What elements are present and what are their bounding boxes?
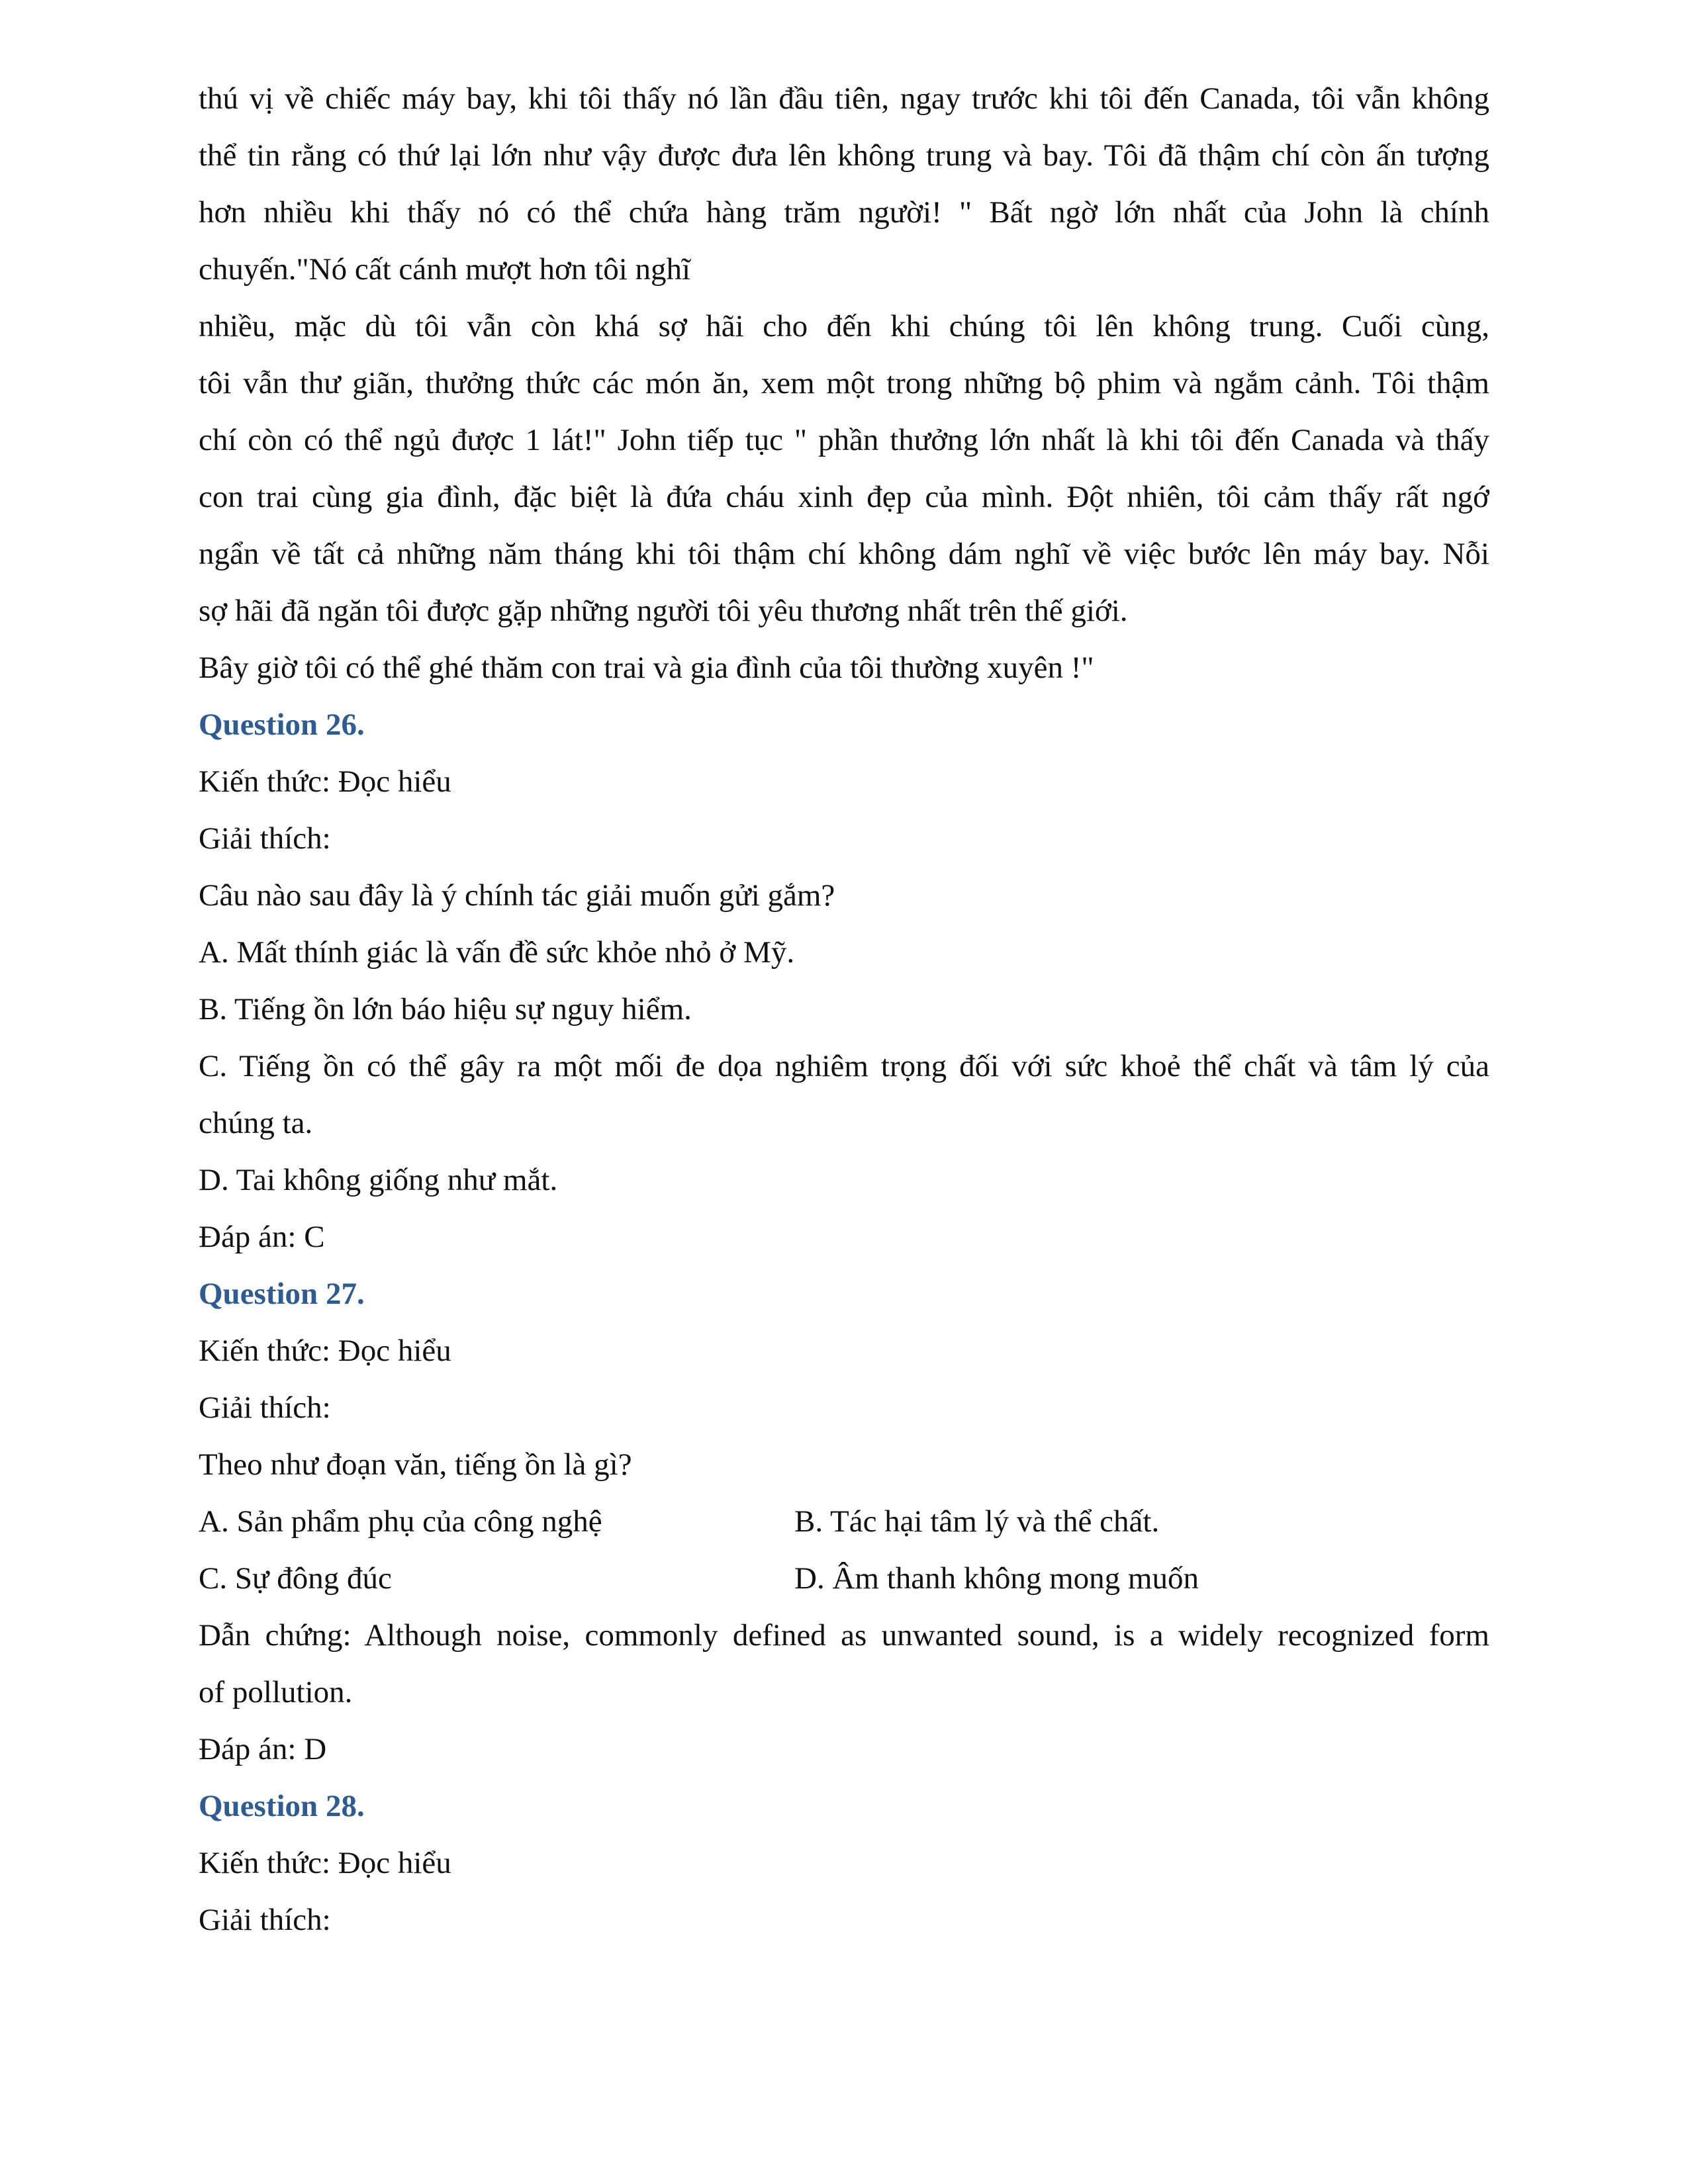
question-28-explain-label: Giải thích: xyxy=(199,1903,331,1937)
question-27-option-b: B. Tác hại tâm lý và thể chất. xyxy=(794,1504,1160,1539)
passage-line: nhiều, mặc dù tôi vẫn còn khá sợ hãi cho đến khi chúng tôi lên không trung. Cuối cùng, xyxy=(199,309,1489,343)
passage-line: chí còn có thể ngủ được 1 lát!" John tiếp tục " phần thưởng lớn nhất là khi tôi đến Canada và thấy xyxy=(199,423,1489,457)
question-26-option-b: B. Tiếng ồn lớn báo hiệu sự nguy hiểm. xyxy=(199,992,692,1026)
question-27-evidence-cont: of pollution. xyxy=(199,1675,353,1709)
question-26-heading: Question 26. xyxy=(199,707,365,742)
question-27-option-a: A. Sản phẩm phụ của công nghệ xyxy=(199,1504,602,1539)
question-28-heading: Question 28. xyxy=(199,1789,365,1823)
question-26-answer: Đáp án: C xyxy=(199,1220,325,1254)
question-27-knowledge: Kiến thức: Đọc hiểu xyxy=(199,1334,451,1368)
passage-line: Bây giờ tôi có thể ghé thăm con trai và gia đình của tôi thường xuyên !" xyxy=(199,651,1094,685)
question-26-option-c-cont: chúng ta. xyxy=(199,1106,313,1140)
question-26-option-d: D. Tai không giống như mắt. xyxy=(199,1163,558,1197)
question-27-answer: Đáp án: D xyxy=(199,1732,327,1766)
question-27-options-row-2 xyxy=(199,1550,1489,1607)
passage-line: thú vị về chiếc máy bay, khi tôi thấy nó lần đầu tiên, ngay trước khi tôi đến Canada, tôi vẫn không xyxy=(199,81,1489,116)
passage-line: ngẩn về tất cả những năm tháng khi tôi thậm chí không dám nghĩ về việc bước lên máy bay. Nỗi xyxy=(199,537,1489,571)
question-26-explain-label: Giải thích: xyxy=(199,821,331,856)
passage-line: sợ hãi đã ngăn tôi được gặp những người tôi yêu thương nhất trên thế giới. xyxy=(199,594,1128,628)
question-27-explain-label: Giải thích: xyxy=(199,1390,331,1425)
passage-line: chuyến."Nó cất cánh mượt hơn tôi nghĩ xyxy=(199,252,691,287)
question-27-options-row-1 xyxy=(199,1493,1489,1550)
question-26-option-a: A. Mất thính giác là vấn đề sức khỏe nhỏ ở Mỹ. xyxy=(199,935,795,970)
question-27-prompt: Theo như đoạn văn, tiếng ồn là gì? xyxy=(199,1447,632,1482)
question-26-option-c: C. Tiếng ồn có thể gây ra một mối đe dọa nghiêm trọng đối với sức khoẻ thể chất và tâm lý của xyxy=(199,1049,1489,1083)
question-27-heading: Question 27. xyxy=(199,1277,365,1311)
passage-line: tôi vẫn thư giãn, thưởng thức các món ăn, xem một trong những bộ phim và ngắm cảnh. Tôi thậm xyxy=(199,366,1489,400)
question-27-evidence: Dẫn chứng: Although noise, commonly defined as unwanted sound, is a widely recognized form xyxy=(199,1618,1489,1653)
question-27-option-c: C. Sự đông đúc xyxy=(199,1561,392,1596)
question-28-knowledge: Kiến thức: Đọc hiểu xyxy=(199,1846,451,1880)
question-27-option-d: D. Âm thanh không mong muốn xyxy=(794,1561,1199,1596)
passage-line: hơn nhiều khi thấy nó có thể chứa hàng trăm người! " Bất ngờ lớn nhất của John là chính xyxy=(199,195,1489,230)
passage-line: thể tin rằng có thứ lại lớn như vậy được đưa lên không trung và bay. Tôi đã thậm chí còn ấn tượng xyxy=(199,138,1489,173)
question-26-prompt: Câu nào sau đây là ý chính tác giải muốn gửi gắm? xyxy=(199,878,835,913)
question-26-knowledge: Kiến thức: Đọc hiểu xyxy=(199,764,451,799)
passage-line: con trai cùng gia đình, đặc biệt là đứa cháu xinh đẹp của mình. Đột nhiên, tôi cảm thấy rất ngớ xyxy=(199,480,1489,514)
document-page xyxy=(199,70,1489,1948)
